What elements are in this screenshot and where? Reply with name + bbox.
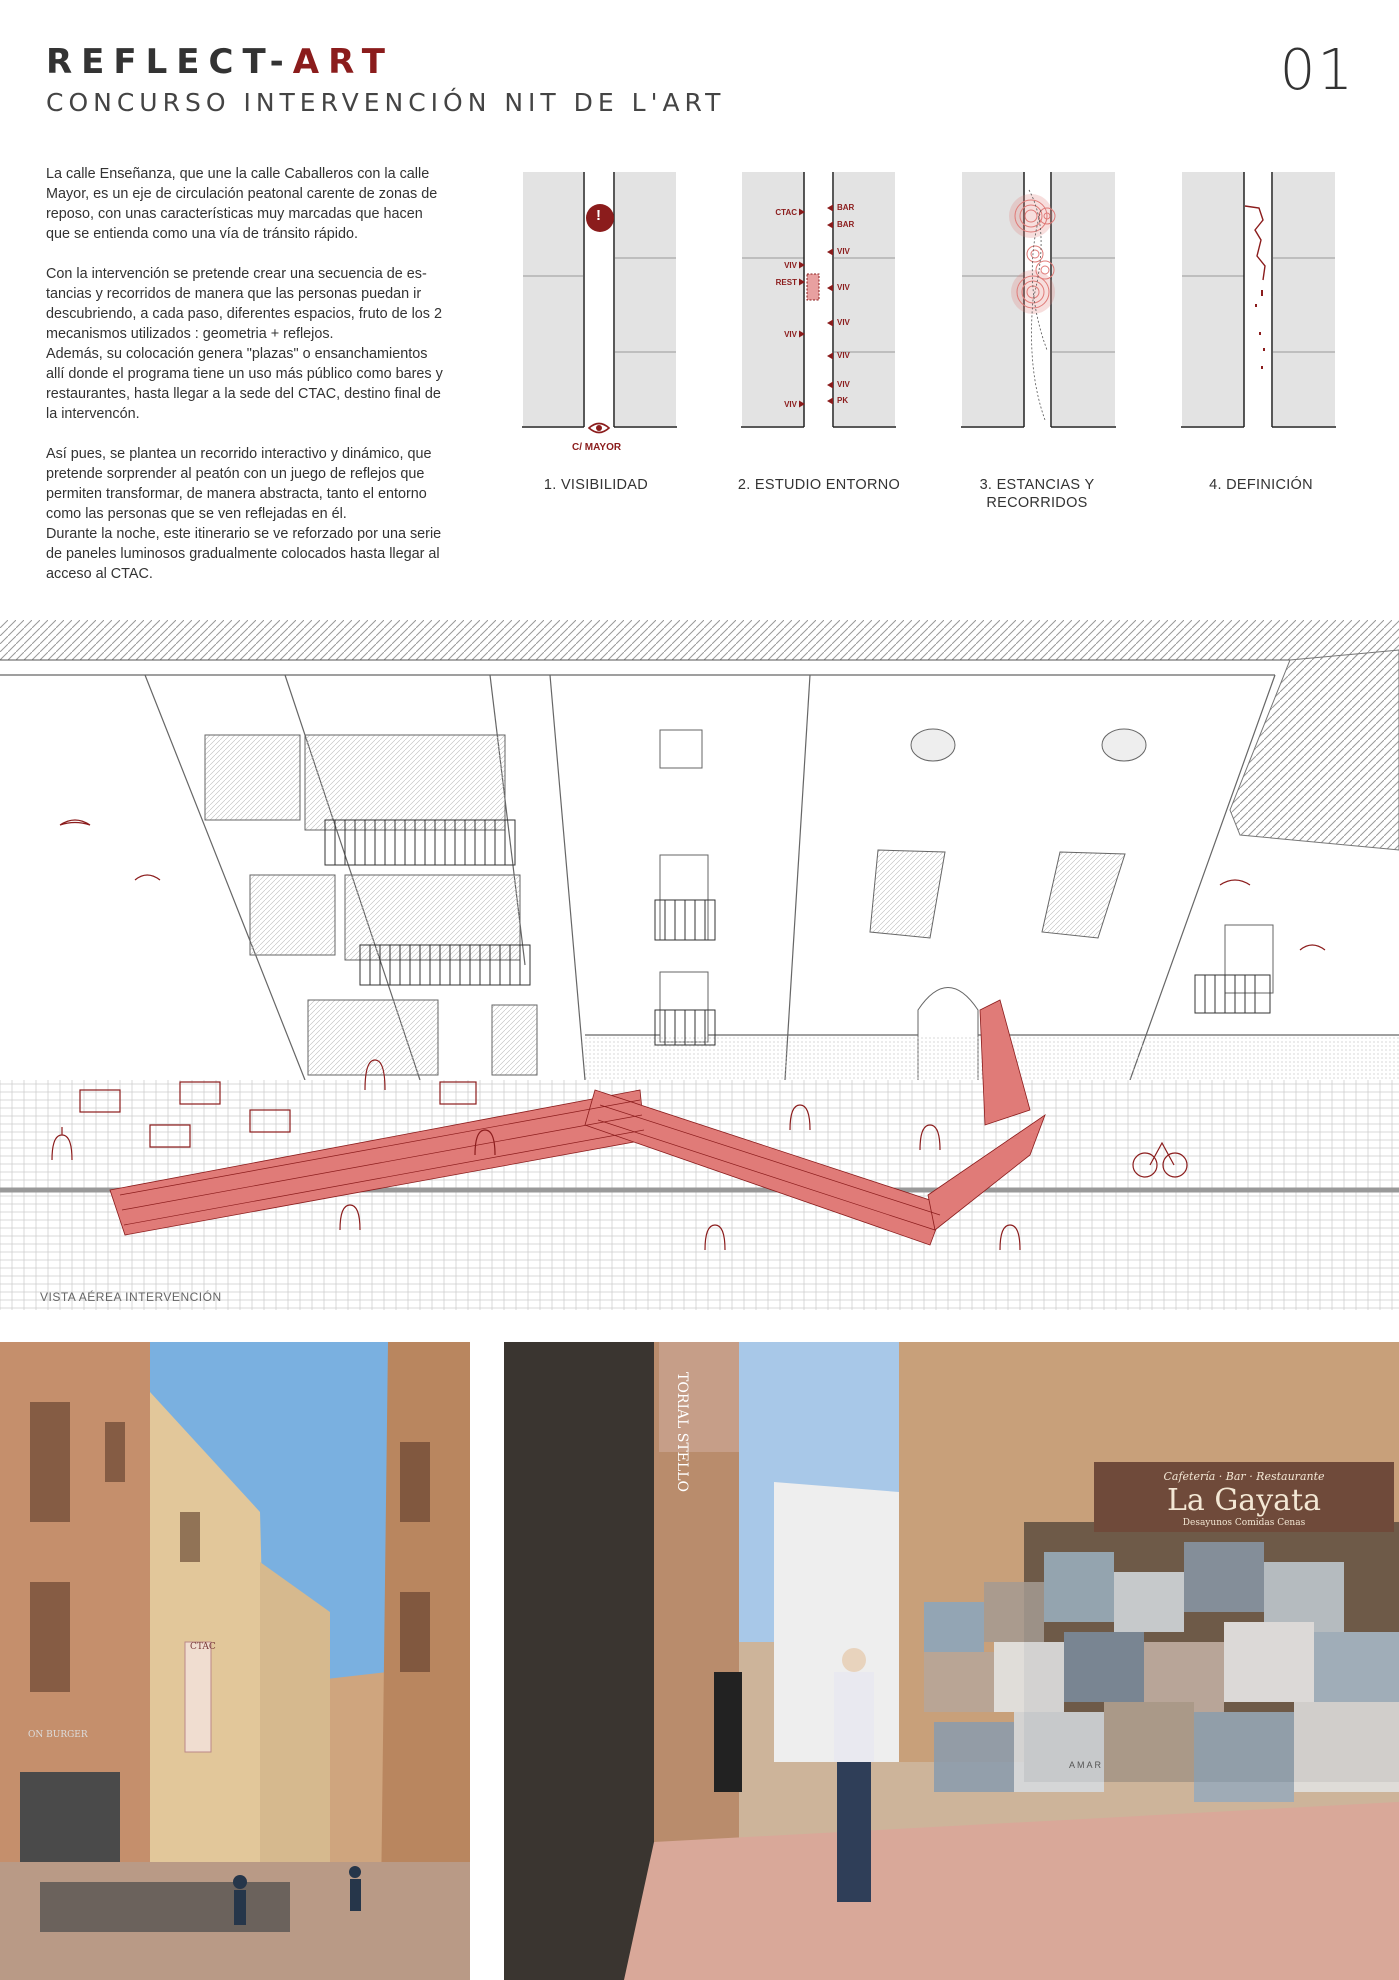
- diagram-label: 4. DEFINICIÓN: [1209, 477, 1313, 493]
- page-title: [46, 42, 394, 82]
- sign-burger: ON BURGER: [28, 1730, 88, 1740]
- tag-label: VIV: [837, 318, 850, 327]
- page-subtitle: CONCURSO INTERVENCIÓN NIT DE L'ART: [46, 88, 726, 117]
- sign-ctac: CTAC: [190, 1642, 216, 1652]
- glass-text: AMAR: [1069, 1760, 1104, 1770]
- restaurant-sign: [1104, 1470, 1384, 1528]
- intro-line: Durante la noche, este itinerario se ve reforzado por una serie: [46, 526, 442, 542]
- tag-label: REST: [775, 278, 797, 287]
- aerial-view-illustration: [0, 620, 1399, 1310]
- tag-label: VIV: [784, 400, 797, 409]
- intro-line: tancias y recorridos de manera que las personas puedan ir: [46, 286, 422, 302]
- intro-line: de paneles luminosos gradualmente colocados hasta llegar al: [46, 546, 440, 562]
- intro-text: [46, 164, 472, 604]
- tag-label: BAR: [837, 203, 855, 212]
- title-accent: ART: [292, 42, 394, 82]
- intro-paragraph-1: [46, 164, 472, 244]
- intro-paragraph-2: [46, 264, 472, 424]
- intro-line: La calle Enseñanza, que une la calle Caballeros con la calle: [46, 166, 430, 182]
- diagram-label-line-2: RECORRIDOS: [986, 495, 1088, 511]
- tag-label: CTAC: [775, 208, 797, 217]
- tag-label: VIV: [784, 261, 797, 270]
- intro-paragraph-3: [46, 444, 472, 584]
- restaurant-sign-line-3: Desayunos Comidas Cenas: [1182, 1518, 1306, 1528]
- tag-label: VIV: [837, 351, 850, 360]
- intro-line: permiten transformar, de manera abstracta, tanto el entorno: [46, 486, 427, 502]
- intro-line: descubriendo, a cada paso, diferentes espacios, fruto de los 2: [46, 306, 442, 322]
- page-number: 01: [1279, 38, 1355, 103]
- diagram-label: 1. VISIBILIDAD: [543, 477, 649, 493]
- restaurant-sign-name: La Gayata: [1167, 1483, 1321, 1518]
- intro-line: Con la intervención se pretende crear una secuencia de es-: [46, 266, 427, 282]
- intro-line: pretende sorprender al peatón con un juego de reflejos que: [46, 466, 425, 482]
- title-main: REFLECT-: [46, 42, 293, 82]
- intro-line: acceso al CTAC.: [46, 566, 153, 582]
- diagram-label: 2. ESTUDIO ENTORNO: [737, 477, 901, 493]
- photo-street-right: [504, 1342, 1399, 1980]
- intro-line: reposo, con unas características muy marcadas que hacen: [46, 206, 423, 222]
- restaurant-sign-line-1: Cafetería · Bar · Restaurante: [1163, 1470, 1325, 1483]
- intro-line: Mayor, es un eje de circulación peatonal carente de zonas de: [46, 186, 438, 202]
- aerial-view-drawing: [0, 620, 1399, 1310]
- diagram-annotation: C/ MAYOR: [572, 442, 622, 453]
- intro-line: restaurantes, hasta llegar a la sede del CTAC, destino final de: [46, 386, 441, 402]
- alert-marker: !: [596, 207, 601, 224]
- intro-line: Así pues, se plantea un recorrido interactivo y dinámico, que: [46, 446, 432, 462]
- intro-line: Además, su colocación genera "plazas" o ensanchamientos: [46, 346, 428, 362]
- tag-label: PK: [837, 396, 849, 405]
- tag-label: VIV: [837, 380, 850, 389]
- diagram-label-line-1: 3. ESTANCIAS Y: [979, 477, 1095, 493]
- intro-line: mecanismos utilizados : geometria + reflejos.: [46, 326, 334, 342]
- diagram-label: [942, 476, 1132, 512]
- aerial-caption: VISTA AÉREA INTERVENCIÓN: [40, 1290, 222, 1304]
- photo-street-left: [0, 1342, 470, 1980]
- intro-line: que se entienda como una vía de tránsito rápido.: [46, 226, 359, 242]
- intro-line: allí donde el programa tiene un uso más público como bares y: [46, 366, 443, 382]
- tag-label: VIV: [784, 330, 797, 339]
- tag-label: VIV: [837, 283, 850, 292]
- eye-icon: [589, 424, 609, 433]
- tag-label: BAR: [837, 220, 855, 229]
- tag-label: VIV: [837, 247, 850, 256]
- intro-line: como las personas que se ven reflejadas en él.: [46, 506, 347, 522]
- intro-line: la intervencón.: [46, 406, 140, 422]
- sign-banner: TORIAL STELLO: [674, 1372, 690, 1492]
